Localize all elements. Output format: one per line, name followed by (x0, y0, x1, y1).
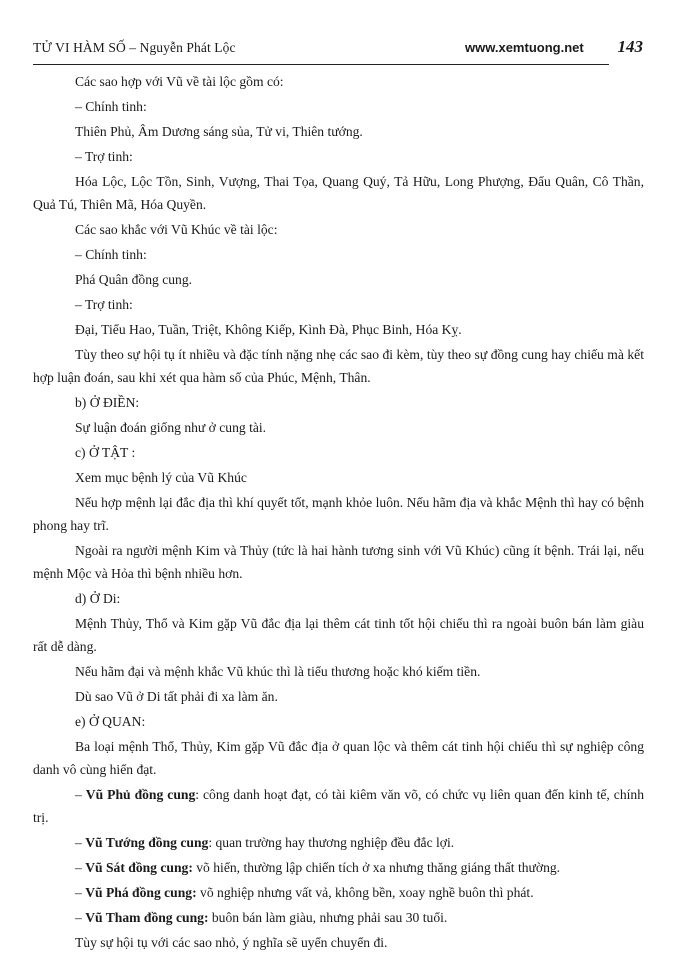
page-header (33, 37, 643, 62)
list-item-text: võ hiển, thường lập chiến tích ở xa nhưng thăng giáng thất thường. (192, 860, 561, 875)
book-title: TỬ VI HÀM SỐ – Nguyễn Phát Lộc (33, 40, 236, 55)
list-dash: – (75, 910, 86, 925)
list-item-term: Vũ Phá đồng cung: (85, 885, 197, 900)
paragraph: – Chính tinh: (75, 247, 147, 262)
closing-paragraph: Tùy sự hội tụ với các sao nhỏ, ý nghĩa sẽ uyển chuyển đi. (75, 935, 388, 950)
list-item (33, 906, 644, 929)
list-item (33, 783, 644, 829)
paragraph: Các sao khắc với Vũ Khúc về tài lộc: (75, 222, 278, 237)
paragraph: Xem mục bệnh lý của Vũ Khúc (75, 470, 247, 485)
section-heading-di: d) Ở Di: (75, 591, 121, 606)
website-url[interactable]: www.xemtuong.net (465, 40, 584, 55)
paragraph: Các sao hợp với Vũ về tài lộc gồm có: (75, 74, 284, 89)
section-heading-quan: e) Ở QUAN: (75, 714, 146, 729)
paragraph: Ba loại mệnh Thổ, Thủy, Kim gặp Vũ đắc địa ở quan lộc và thêm cát tinh hội chiếu thì sự nghiệp công danh vô cùng hiển đạt. (33, 739, 644, 777)
paragraph: Dù sao Vũ ở Di tất phải đi xa làm ăn. (75, 689, 278, 704)
list-item-text: : quan trường hay thương nghiệp đều đắc lợi. (208, 835, 455, 850)
paragraph: Hóa Lộc, Lộc Tồn, Sinh, Vượng, Thai Tọa, Quang Quý, Tả Hữu, Long Phượng, Đẩu Quân, Cô Thần, Quả Tú, Thiên Mã, Hóa Quyền. (33, 174, 644, 212)
paragraph: Nếu hợp mệnh lại đắc địa thì khí quyết tốt, mạnh khỏe luôn. Nếu hãm địa và khắc Mệnh thì hay có bệnh phong hay trĩ. (33, 495, 644, 533)
header-rule (33, 64, 609, 65)
section-heading-dien: b) Ở ĐIỀN: (75, 395, 140, 410)
paragraph: Đại, Tiểu Hao, Tuần, Triệt, Không Kiếp, Kình Đà, Phục Binh, Hóa Kỵ. (75, 322, 462, 337)
list-item (33, 856, 644, 879)
list-item-term: Vũ Tướng đồng cung (85, 835, 209, 850)
paragraph: Ngoài ra người mệnh Kim và Thủy (tức là hai hành tương sinh với Vũ Khúc) cũng ít bệnh. Trái lại, nếu mệnh Mộc và Hỏa thì bệnh nhiều hơn. (33, 543, 644, 581)
list-dash: – (75, 835, 86, 850)
paragraph: – Trợ tinh: (75, 149, 133, 164)
list-item (33, 881, 644, 904)
list-item-text: buôn bán làm giàu, nhưng phải sau 30 tuổi. (208, 910, 448, 925)
paragraph: Nếu hãm đại và mệnh khắc Vũ khúc thì là tiểu thương hoặc khó kiếm tiền. (75, 664, 481, 679)
paragraph: Sự luận đoán giống như ở cung tài. (75, 420, 267, 435)
list-item-term: Vũ Phủ đồng cung (85, 787, 196, 802)
paragraph: Phá Quân đồng cung. (75, 272, 193, 287)
page-number: 143 (617, 37, 643, 56)
list-item-text: võ nghiệp nhưng vất vả, không bền, xoay nghề buôn thì phát. (196, 885, 534, 900)
paragraph: Thiên Phủ, Âm Dương sáng sủa, Tử vi, Thiên tướng. (75, 124, 363, 139)
list-dash: – (75, 860, 86, 875)
list-item-term: Vũ Tham đồng cung: (85, 910, 209, 925)
paragraph: Mệnh Thủy, Thổ và Kim gặp Vũ đắc địa lại thêm cát tinh tốt hội chiếu thì ra ngoài buôn bán làm giàu rất dễ dàng. (33, 616, 644, 654)
list-dash: – (75, 885, 86, 900)
page-body (33, 70, 644, 954)
section-heading-tat: c) Ở TẬT : (75, 445, 136, 460)
list-item-text: : công danh hoạt đạt, có tài kiêm văn võ, có chức vụ liên quan đến kinh tế, chính trị. (33, 787, 645, 825)
list-item-term: Vũ Sát đồng cung: (85, 860, 193, 875)
paragraph: – Trợ tinh: (75, 297, 133, 312)
list-item (33, 831, 644, 854)
paragraph: – Chính tinh: (75, 99, 147, 114)
paragraph: Tùy theo sự hội tụ ít nhiều và đặc tính nặng nhẹ các sao đi kèm, tùy theo sự đồng cung hay chiếu mà kết hợp luận đoán, sau khi xét qua hàm số của Phúc, Mệnh, Thân. (33, 347, 644, 385)
list-dash: – (75, 787, 86, 802)
